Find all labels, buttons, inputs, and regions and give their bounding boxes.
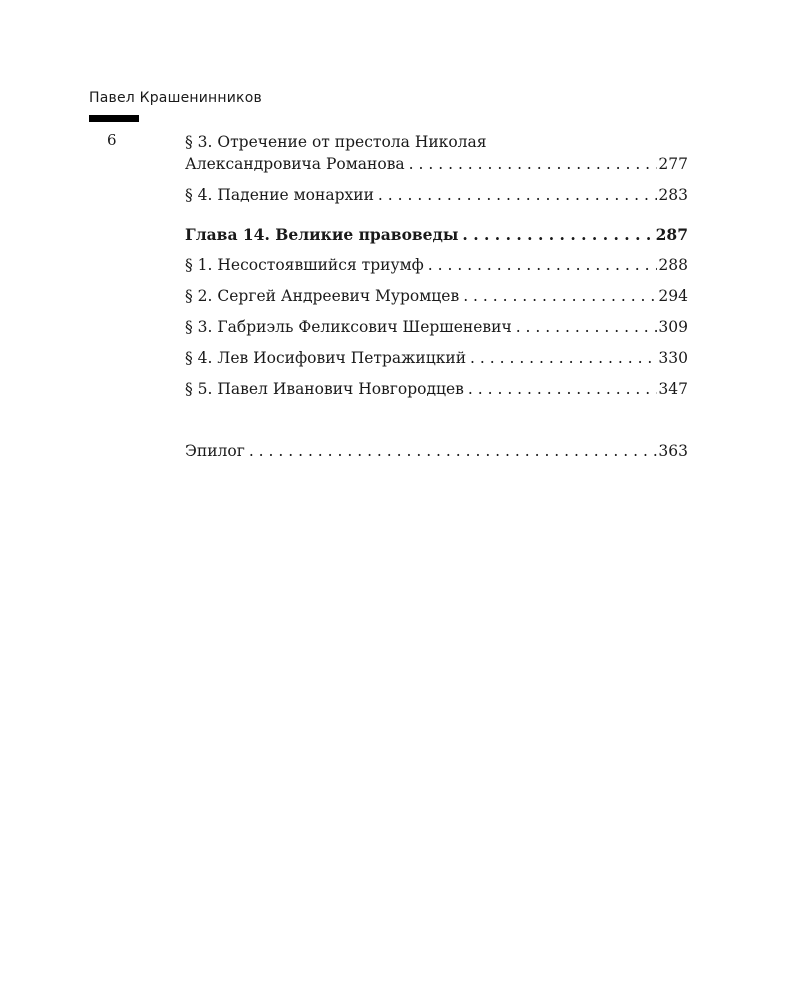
toc-entry	[185, 285, 688, 307]
toc-entry-label: § 2. Сергей Андреевич Муромцев	[185, 287, 460, 305]
toc-entry-label: § 1. Несостоявшийся триумф	[185, 256, 424, 274]
dot-leader	[428, 254, 658, 276]
dot-leader	[409, 153, 658, 175]
toc-entry	[185, 184, 688, 206]
toc-entry-page: 277	[658, 155, 688, 173]
toc-entry-page: 294	[658, 287, 688, 305]
dot-leader	[249, 440, 658, 462]
toc-entry-label: § 3. Отречение от престола Николая	[185, 133, 487, 151]
toc-entry-label: § 4. Лев Иосифович Петражицкий	[185, 349, 467, 367]
toc-entry	[185, 131, 688, 175]
toc-entry	[185, 378, 688, 400]
toc-entry-label: Александровича Романова	[185, 155, 405, 173]
toc-entry	[185, 254, 688, 276]
toc-entry-page: 363	[658, 442, 688, 460]
toc-entry	[185, 316, 688, 338]
toc-entry-page: 287	[655, 225, 688, 244]
toc-entry-page: 283	[658, 186, 688, 204]
dot-leader	[462, 224, 654, 246]
toc-entry-label: Глава 14. Великие правоведы	[185, 225, 459, 244]
toc-entry-label: § 3. Габриэль Феликсович Шершеневич	[185, 318, 512, 336]
running-head: Павел Крашенинников	[89, 90, 262, 106]
dot-leader	[378, 184, 657, 206]
toc-entry-label: § 5. Павел Иванович Новгородцев	[185, 380, 464, 398]
toc-entry-page: 330	[658, 349, 688, 367]
toc-entry-page: 288	[658, 256, 688, 274]
dot-leader	[516, 316, 658, 338]
toc-entry-label: Эпилог	[185, 442, 245, 460]
toc-epilogue-entry	[185, 440, 688, 462]
toc-entry-page: 347	[658, 380, 688, 398]
table-of-contents	[185, 131, 688, 462]
toc-entry	[185, 347, 688, 369]
toc-chapter-entry	[185, 224, 688, 246]
toc-entry-page: 309	[658, 318, 688, 336]
page-number: 6	[107, 131, 117, 149]
toc-entry-label: § 4. Падение монархии	[185, 186, 374, 204]
dot-leader	[470, 347, 657, 369]
dot-leader	[468, 378, 658, 400]
running-head-bar	[89, 115, 139, 122]
dot-leader	[463, 285, 657, 307]
